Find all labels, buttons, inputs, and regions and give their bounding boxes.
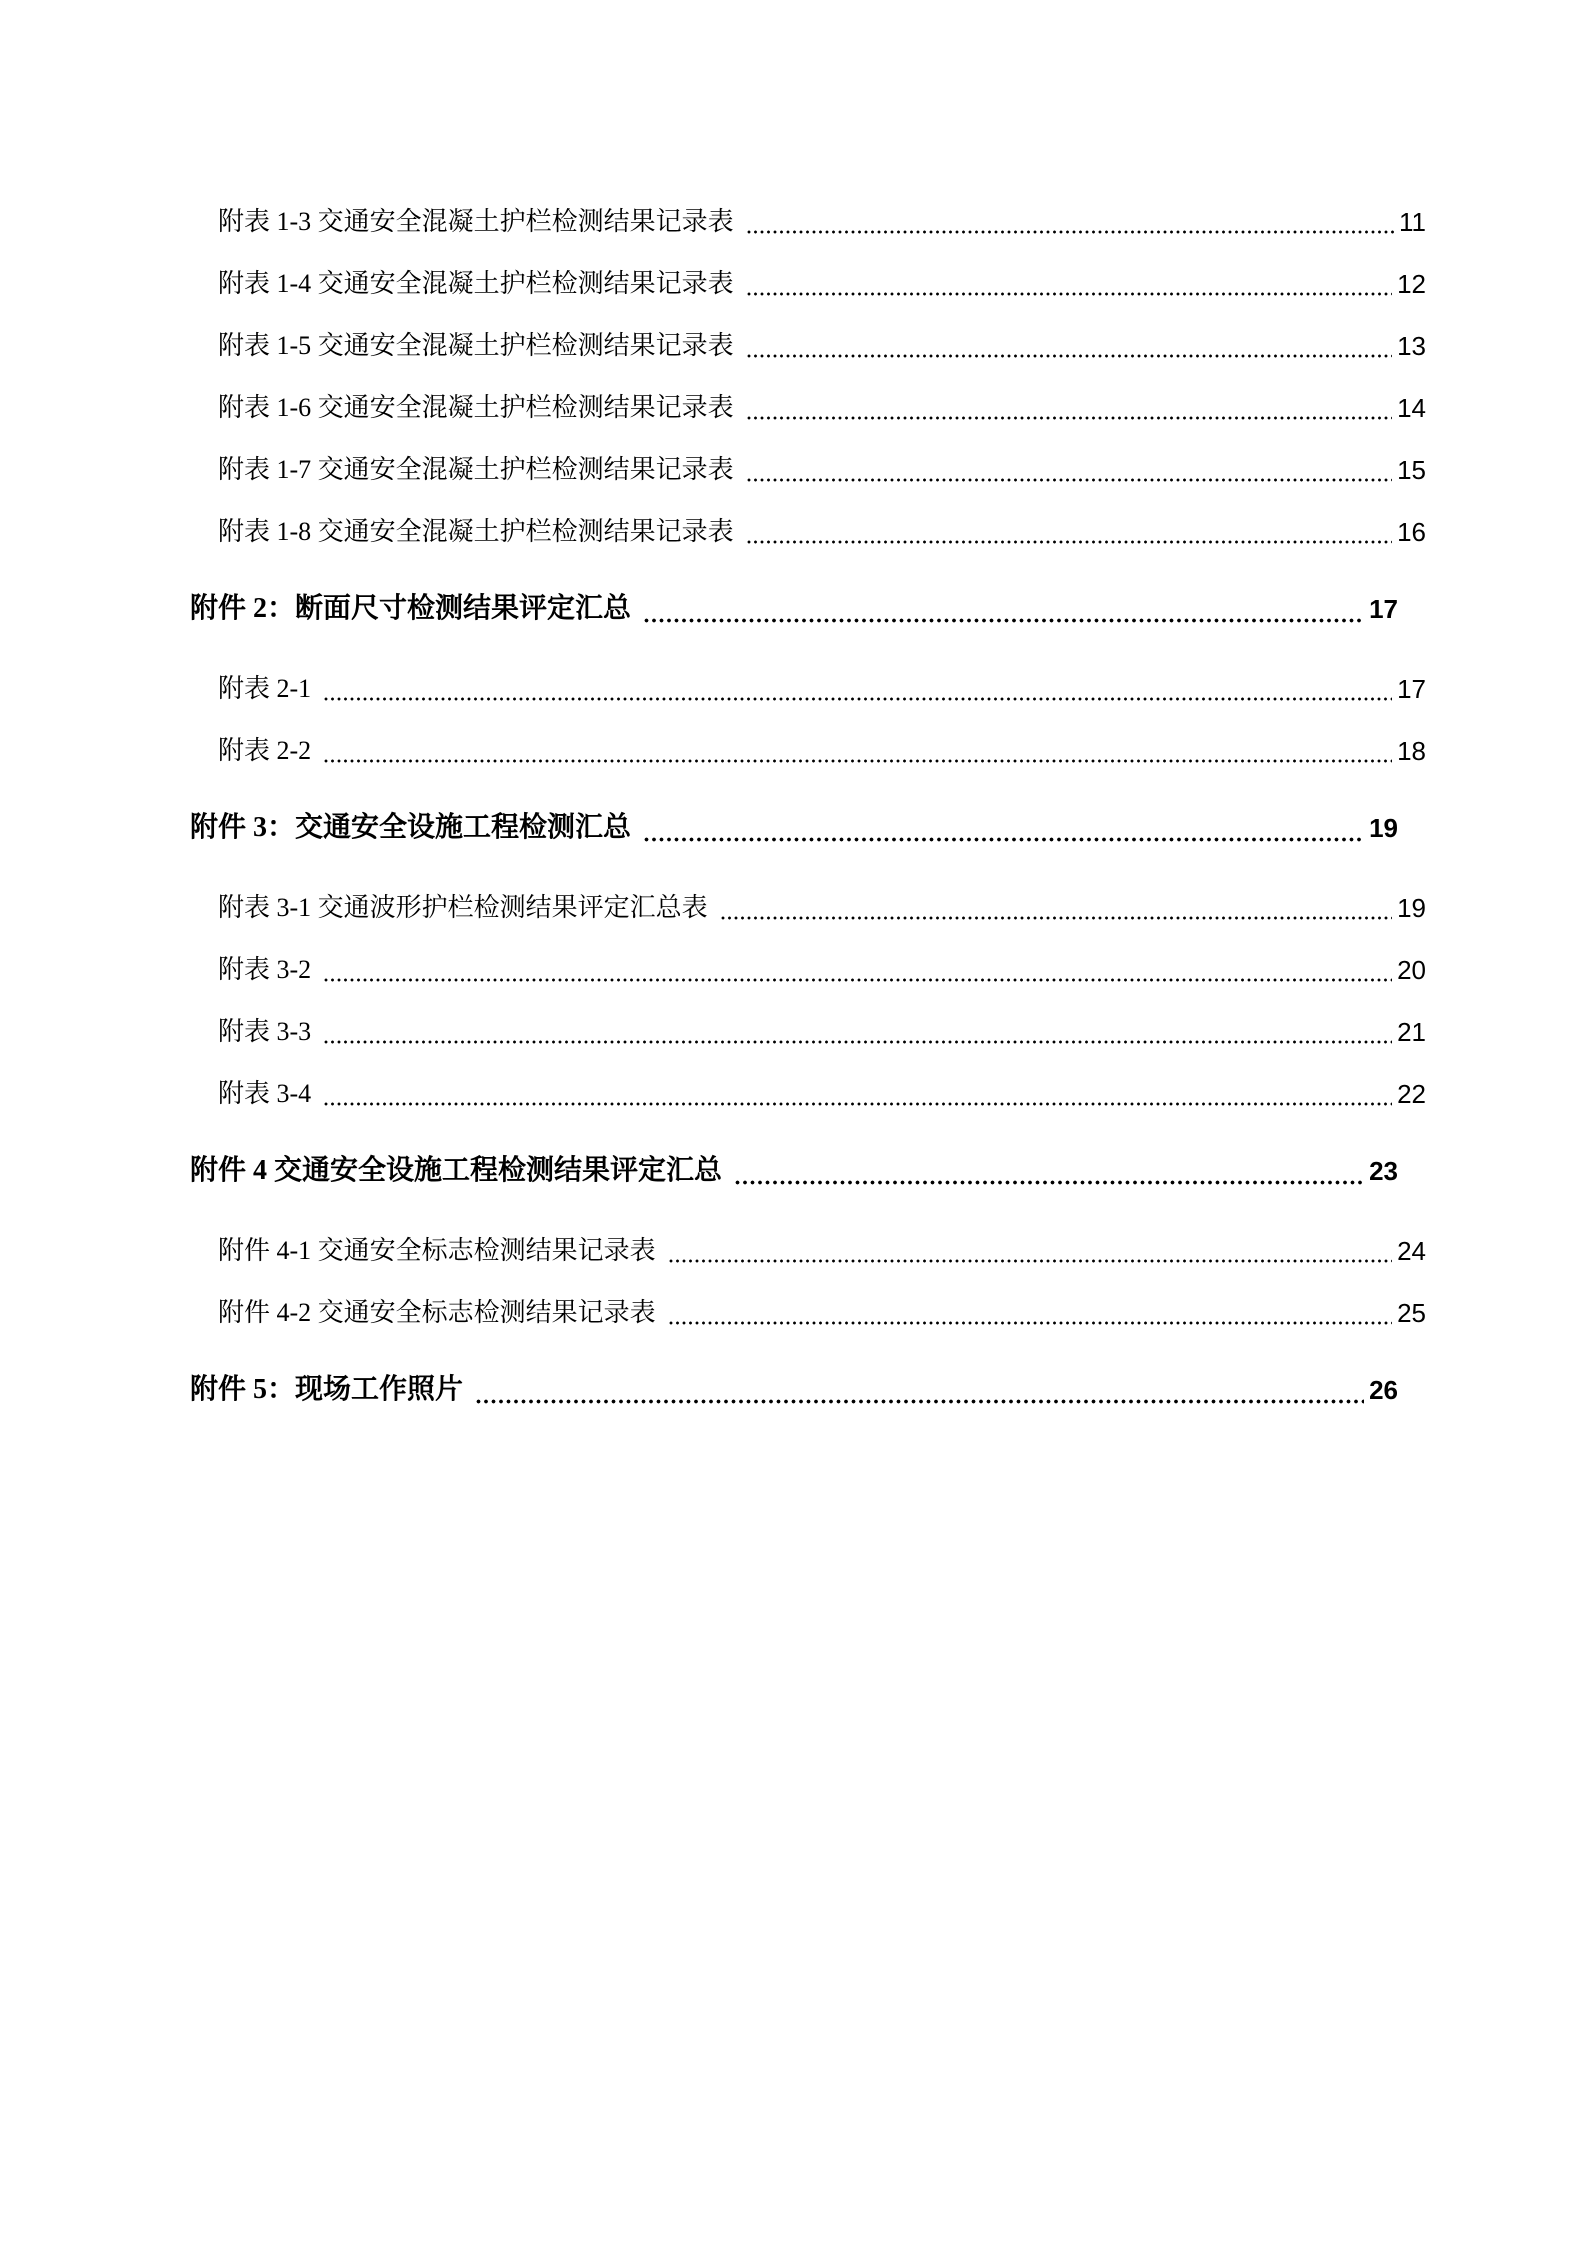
dotted-leader xyxy=(735,1180,1364,1185)
dotted-leader xyxy=(644,837,1364,842)
toc-entry[interactable] xyxy=(190,315,1426,377)
toc-entry[interactable] xyxy=(190,939,1426,1001)
toc-entry-page: 22 xyxy=(1397,1079,1426,1109)
toc-entry-label: 附表 3-4 xyxy=(218,1079,312,1108)
toc-entry[interactable] xyxy=(190,1001,1426,1063)
dotted-leader xyxy=(324,697,1392,701)
toc-entry-page: 19 xyxy=(1369,813,1398,843)
toc-entry[interactable] xyxy=(190,253,1426,315)
toc-entry-label: 附件 4 交通安全设施工程检测结果评定汇总 xyxy=(190,1155,723,1186)
dotted-leader xyxy=(721,916,1392,920)
dotted-leader xyxy=(747,540,1392,544)
toc-entry-page: 26 xyxy=(1369,1375,1398,1405)
toc-entry[interactable] xyxy=(190,1063,1426,1125)
toc-entry-label: 附表 1-8 交通安全混凝土护栏检测结果记录表 xyxy=(218,517,734,546)
dotted-leader xyxy=(324,1102,1392,1106)
toc-entry-label: 附表 1-5 交通安全混凝土护栏检测结果记录表 xyxy=(218,331,734,360)
toc-entry-label: 附表 3-3 xyxy=(218,1017,312,1046)
dotted-leader xyxy=(324,978,1392,982)
dotted-leader xyxy=(644,618,1364,623)
toc-entry-label: 附表 1-3 交通安全混凝土护栏检测结果记录表 xyxy=(218,207,734,236)
toc-entry-label: 附件 4-2 交通安全标志检测结果记录表 xyxy=(218,1298,656,1327)
toc-entry-page: 13 xyxy=(1397,331,1426,361)
toc-entry-page: 16 xyxy=(1397,517,1426,547)
toc-entry[interactable] xyxy=(190,877,1426,939)
toc-entry-label: 附表 1-7 交通安全混凝土护栏检测结果记录表 xyxy=(218,455,734,484)
toc-section-entry[interactable] xyxy=(190,1140,1398,1202)
toc-entry-page: 23 xyxy=(1369,1156,1398,1186)
toc-entry-page: 12 xyxy=(1397,269,1426,299)
dotted-leader xyxy=(747,292,1392,296)
toc-entry-label: 附表 1-6 交通安全混凝土护栏检测结果记录表 xyxy=(218,393,734,422)
dotted-leader xyxy=(747,478,1392,482)
toc-entry-label: 附表 3-1 交通波形护栏检测结果评定汇总表 xyxy=(218,893,708,922)
dotted-leader xyxy=(747,416,1392,420)
toc-entry-page: 17 xyxy=(1397,674,1426,704)
toc-entry[interactable] xyxy=(190,439,1426,501)
toc-entry-page: 20 xyxy=(1397,955,1426,985)
dotted-leader xyxy=(669,1259,1392,1263)
toc-entry[interactable] xyxy=(190,191,1426,253)
toc-entry-page: 11 xyxy=(1399,207,1426,237)
toc-entry-page: 25 xyxy=(1397,1298,1426,1328)
toc-section-entry[interactable] xyxy=(190,578,1398,640)
dotted-leader xyxy=(747,354,1392,358)
toc-entry[interactable] xyxy=(190,658,1426,720)
table-of-contents xyxy=(190,191,1426,1421)
toc-entry-page: 15 xyxy=(1397,455,1426,485)
toc-entry-page: 14 xyxy=(1397,393,1426,423)
toc-entry-label: 附件 3：交通安全设施工程检测汇总 xyxy=(190,812,632,843)
toc-entry-page: 18 xyxy=(1397,736,1426,766)
toc-entry-page: 24 xyxy=(1397,1236,1426,1266)
toc-entry[interactable] xyxy=(190,1282,1426,1344)
toc-entry-label: 附件 2：断面尺寸检测结果评定汇总 xyxy=(190,593,632,624)
toc-section-entry[interactable] xyxy=(190,797,1398,859)
dotted-leader xyxy=(747,230,1394,234)
toc-entry[interactable] xyxy=(190,720,1426,782)
toc-entry-page: 21 xyxy=(1397,1017,1426,1047)
toc-entry[interactable] xyxy=(190,377,1426,439)
toc-entry-label: 附表 3-2 xyxy=(218,955,312,984)
toc-entry-label: 附表 1-4 交通安全混凝土护栏检测结果记录表 xyxy=(218,269,734,298)
dotted-leader xyxy=(669,1321,1392,1325)
dotted-leader xyxy=(324,1040,1392,1044)
toc-entry[interactable] xyxy=(190,1220,1426,1282)
toc-section-entry[interactable] xyxy=(190,1359,1398,1421)
toc-entry-label: 附表 2-1 xyxy=(218,674,312,703)
toc-entry-label: 附件 4-1 交通安全标志检测结果记录表 xyxy=(218,1236,656,1265)
toc-entry-label: 附件 5：现场工作照片 xyxy=(190,1374,464,1405)
toc-entry[interactable] xyxy=(190,501,1426,563)
toc-entry-label: 附表 2-2 xyxy=(218,736,312,765)
toc-entry-page: 17 xyxy=(1369,594,1398,624)
toc-entry-page: 19 xyxy=(1397,893,1426,923)
dotted-leader xyxy=(324,759,1392,763)
dotted-leader xyxy=(476,1399,1364,1404)
